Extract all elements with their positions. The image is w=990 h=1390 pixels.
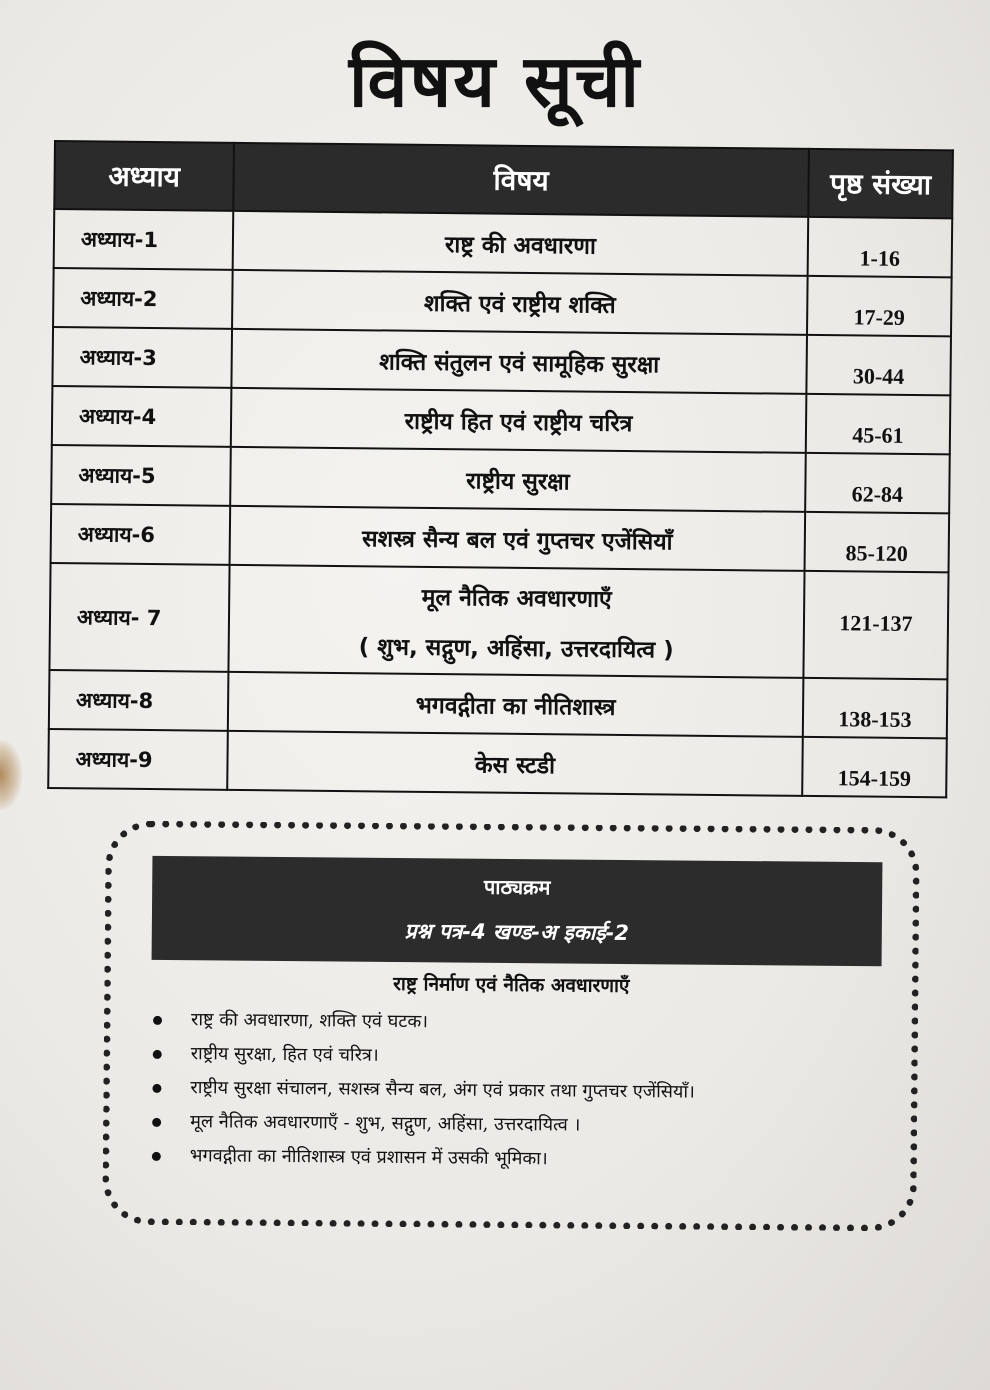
page-range: 154-159 <box>802 737 947 798</box>
table-row <box>52 386 951 454</box>
table-row <box>54 209 953 277</box>
page-range: 17-29 <box>807 276 952 337</box>
syllabus-box <box>102 820 919 1231</box>
page-range: 30-44 <box>806 335 951 396</box>
chapter-subject: भगवद्गीता का नीतिशास्त्र <box>228 672 804 737</box>
page-range: 121-137 <box>803 571 948 680</box>
table-row <box>49 563 948 679</box>
table-row <box>49 670 948 738</box>
list-item-text: राष्ट्रीय सुरक्षा, हित एवं चरित्र। <box>190 1043 379 1066</box>
syllabus-subtitle: राष्ट्र निर्माण एवं नैतिक अवधारणाएँ <box>393 972 630 998</box>
table-row <box>48 729 947 797</box>
list-item-text: राष्ट्रीय सुरक्षा संचालन, सशस्त्र सैन्य बल, अंग एवं प्रकार तथा गुप्तचर एजेंसियाँ। <box>190 1077 696 1103</box>
chapter-subject <box>228 565 804 678</box>
chapter-subject: शक्ति संतुलन एवं सामूहिक सुरक्षा <box>231 329 807 394</box>
chapter-number: अध्याय-8 <box>49 670 229 731</box>
chapter-subject: सशस्त्र सैन्य बल एवं गुप्तचर एजेंसियाँ <box>230 506 806 571</box>
page-title: विषय सूची <box>348 39 642 123</box>
chapter-subject: राष्ट्रीय सुरक्षा <box>230 447 806 512</box>
toc-header-chapter: अध्याय <box>54 141 234 211</box>
page-range: 138-153 <box>803 678 948 739</box>
page-range: 62-84 <box>805 453 950 514</box>
chapter-subject: राष्ट्र की अवधारणा <box>233 211 809 276</box>
chapter-number: अध्याय-1 <box>54 209 234 270</box>
page-range: 1-16 <box>808 217 953 278</box>
chapter-number: अध्याय-9 <box>48 729 228 790</box>
list-item-text: मूल नैतिक अवधारणाएँ - शुभ, सद्गुण, अहिंसा, उत्तरदायित्व । <box>190 1111 581 1136</box>
chapter-subject: केस स्टडी <box>227 731 803 796</box>
binding-shadow <box>0 740 22 810</box>
bullet-icon <box>153 1016 162 1025</box>
toc-header-page: पृष्ठ संख्या <box>808 149 953 219</box>
syllabus-heading: पाठ्यक्रम <box>483 874 551 900</box>
chapter-subject-line1: मूल नैतिक अवधारणाएँ <box>421 584 612 613</box>
chapter-subject: राष्ट्रीय हित एवं राष्ट्रीय चरित्र <box>231 388 807 453</box>
toc-header-subject: विषय <box>233 143 809 217</box>
bullet-icon <box>152 1152 161 1161</box>
syllabus-list <box>148 1006 889 1182</box>
syllabus-paper: प्रश्न पत्र-4 खण्ड-अ इकाई-2 <box>404 919 630 946</box>
chapter-number: अध्याय-2 <box>53 268 233 329</box>
bullet-icon <box>152 1084 161 1093</box>
page-range: 85-120 <box>805 512 950 573</box>
table-row <box>52 327 951 395</box>
bullet-icon <box>152 1118 161 1127</box>
chapter-number: अध्याय-5 <box>51 445 231 506</box>
chapter-number: अध्याय- 7 <box>49 563 229 672</box>
list-item-text: भगवद्गीता का नीतिशास्त्र एवं प्रशासन में उसकी भूमिका। <box>189 1145 548 1170</box>
chapter-number: अध्याय-6 <box>51 504 231 565</box>
chapter-subject-line2: ( शुभ, सद्गुण, अहिंसा, उत्तरदायित्व ) <box>358 633 674 664</box>
toc-header-row <box>54 141 953 218</box>
table-of-contents <box>47 140 954 798</box>
chapter-number: अध्याय-4 <box>52 386 232 447</box>
bullet-icon <box>153 1050 162 1059</box>
list-item-text: राष्ट्र की अवधारणा, शक्ति एवं घटक। <box>190 1009 429 1033</box>
syllabus-header <box>152 856 883 966</box>
chapter-subject: शक्ति एवं राष्ट्रीय शक्ति <box>232 270 808 335</box>
table-row <box>53 268 952 336</box>
page-range: 45-61 <box>806 394 951 455</box>
chapter-number: अध्याय-3 <box>52 327 232 388</box>
table-row <box>51 445 950 513</box>
table-row <box>51 504 950 572</box>
list-item <box>148 1142 888 1182</box>
